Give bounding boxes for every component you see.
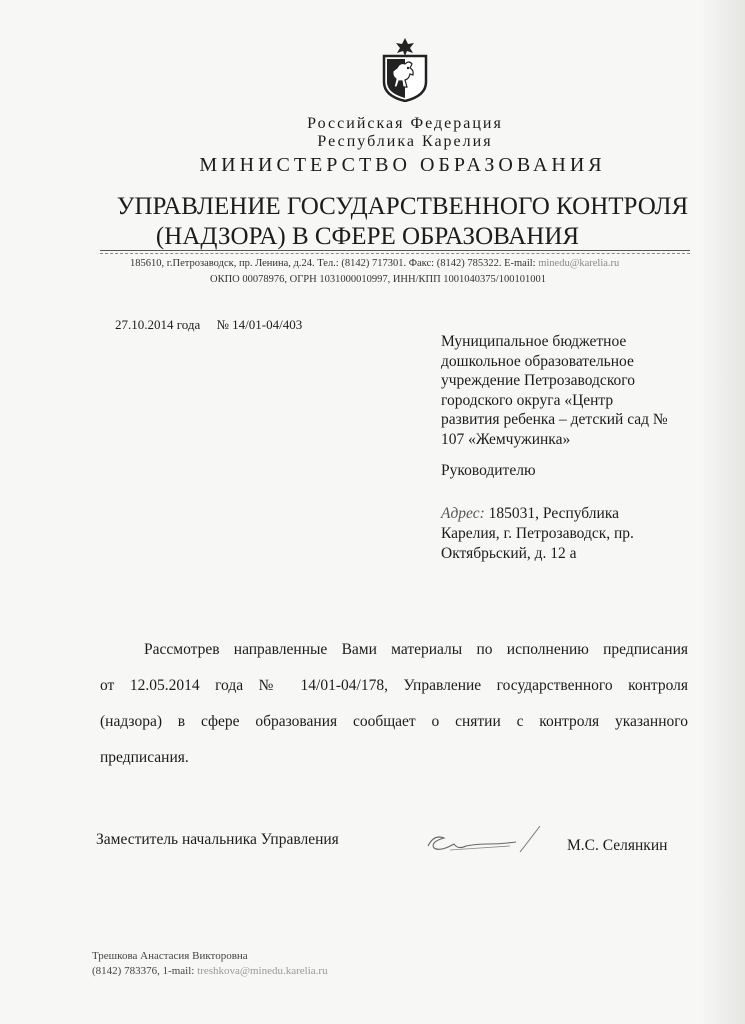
header-republic: Республика Карелия (317, 133, 493, 150)
address-line: Карелия, г. Петрозаводск, пр. (441, 525, 634, 542)
recipient-line: учреждение Петрозаводского (441, 372, 636, 389)
recipient-line: 107 «Жемчужинка» (441, 430, 571, 448)
recipient-line: развития ребенка – детский сад № (441, 411, 668, 428)
body-line: (надзора) в сфере образования сообщает о снятии с контроля указанного (100, 713, 688, 730)
recipient-line: дошкольное образовательное (441, 352, 634, 370)
header-department-line1: УПРАВЛЕНИЕ ГОСУДАРСТВЕННОГО КОНТРОЛЯ (116, 193, 689, 220)
address-line: Октябрьский, д. 12 а (441, 545, 577, 562)
body-line: предписания. (100, 749, 189, 766)
address-line: 185031, Республика (488, 505, 620, 522)
header-department-line2: (НАДЗОРА) В СФЕРЕ ОБРАЗОВАНИЯ (155, 223, 580, 250)
executor-email: treshkova@minedu.karelia.ru (197, 965, 328, 977)
letter-body (100, 632, 688, 776)
recipient-block (441, 332, 701, 449)
contacts-email: minedu@karelia.ru (538, 258, 620, 269)
signatory-title: Заместитель начальника Управления (96, 831, 339, 848)
executor-phone: (8142) 783376, 1-mail: (92, 965, 195, 977)
header-contacts-line1 (130, 258, 619, 269)
handwritten-signature-icon (420, 822, 550, 862)
contacts-address-phone: 185610, г.Петрозаводск, пр. Ленина, д.24. Тел.: (8142) 717301. Факс: (8142) 785322. E-mail: (130, 258, 536, 269)
outgoing-date-number (115, 317, 302, 333)
recipient-line: Муниципальное бюджетное (441, 333, 627, 350)
karelia-coat-of-arms-icon (381, 38, 429, 102)
header-divider (100, 250, 690, 251)
header-country: Российская Федерация (307, 115, 503, 132)
header-divider-dashed (100, 253, 690, 254)
body-line: Рассмотрев направленные Вами материалы по исполнению предписания (144, 641, 688, 658)
recipient-address (441, 504, 701, 564)
address-label: Адрес: (441, 505, 485, 522)
body-line: от 12.05.2014 года № 14/01-04/178, Управление государственного контроля (100, 677, 688, 694)
recipient-heading: Руководителю (441, 462, 536, 479)
header-contacts-line2: ОКПО 00078976, ОГРН 1031000010997, ИНН/КПП 1001040375/100101001 (210, 274, 546, 285)
recipient-line: городского округа «Центр (441, 391, 614, 409)
outgoing-date: 27.10.2014 года (115, 317, 201, 332)
header-ministry: МИНИСТЕРСТВО ОБРАЗОВАНИЯ (199, 154, 606, 176)
executor-name: Трешкова Анастасия Викторовна (92, 950, 248, 962)
outgoing-number: № 14/01-04/403 (216, 317, 303, 332)
signatory-name: М.С. Селянкин (567, 837, 668, 854)
executor-contacts (92, 965, 328, 977)
